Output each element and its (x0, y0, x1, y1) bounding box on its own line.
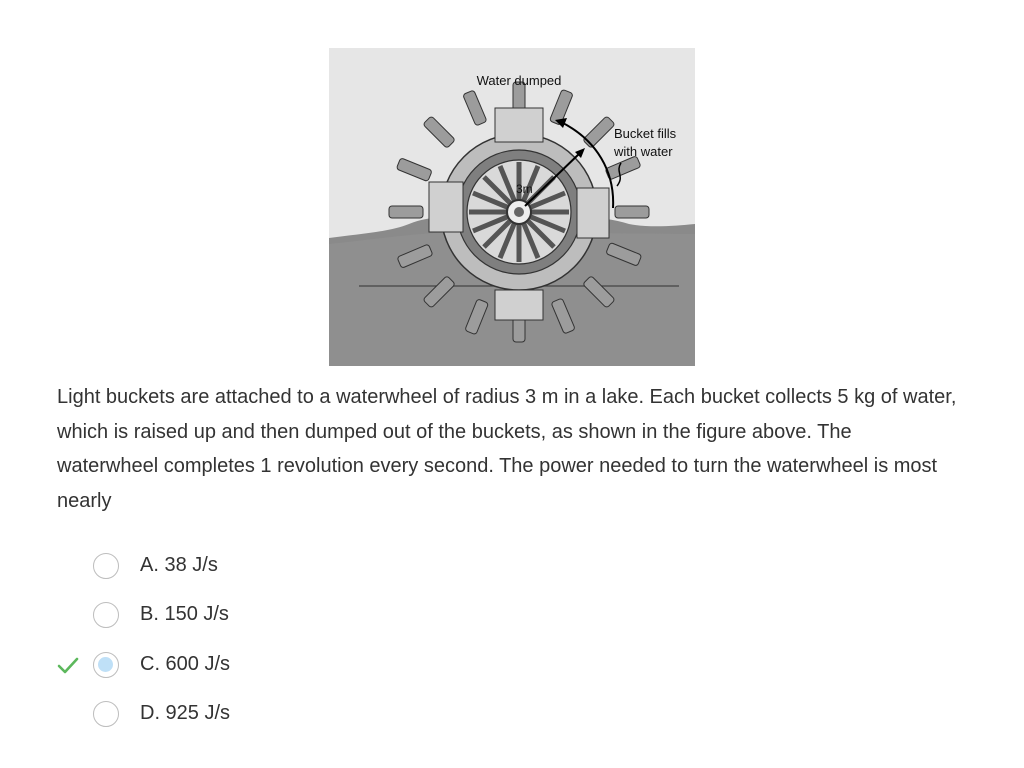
radio-button-c[interactable] (93, 652, 119, 678)
choice-c-label: C. 600 J/s (140, 653, 231, 675)
choice-d-label: D. 925 J/s (140, 702, 231, 724)
waterwheel-figure (329, 48, 695, 366)
choice-d[interactable] (0, 691, 400, 731)
label-bucket-fills-line1: Bucket fills (614, 126, 677, 141)
choice-b-label: B. 150 J/s (140, 603, 229, 625)
label-bucket-fills-line2: with water (614, 144, 673, 159)
label-water-dumped: Water dumped (476, 73, 562, 88)
waterwheel-illustration (329, 48, 695, 366)
radio-button-a[interactable] (93, 553, 119, 579)
radio-button-d[interactable] (93, 701, 119, 727)
choice-c[interactable] (0, 642, 400, 682)
choice-b[interactable] (0, 592, 400, 632)
choice-a-label: A. 38 J/s (140, 554, 218, 576)
checkmark-icon (56, 653, 80, 677)
choice-a[interactable] (0, 543, 400, 583)
question-text: Light buckets are attached to a waterwheel of radius 3 m in a lake. Each bucket collects 5 kg of water, which is raised up and then dumped out of the buckets, as shown in the figure above. The waterwheel completes 1 revolution every second. The power needed to turn the waterwheel is most nearly (57, 386, 957, 512)
radio-button-b[interactable] (93, 602, 119, 628)
label-radius: 3m (516, 182, 533, 196)
